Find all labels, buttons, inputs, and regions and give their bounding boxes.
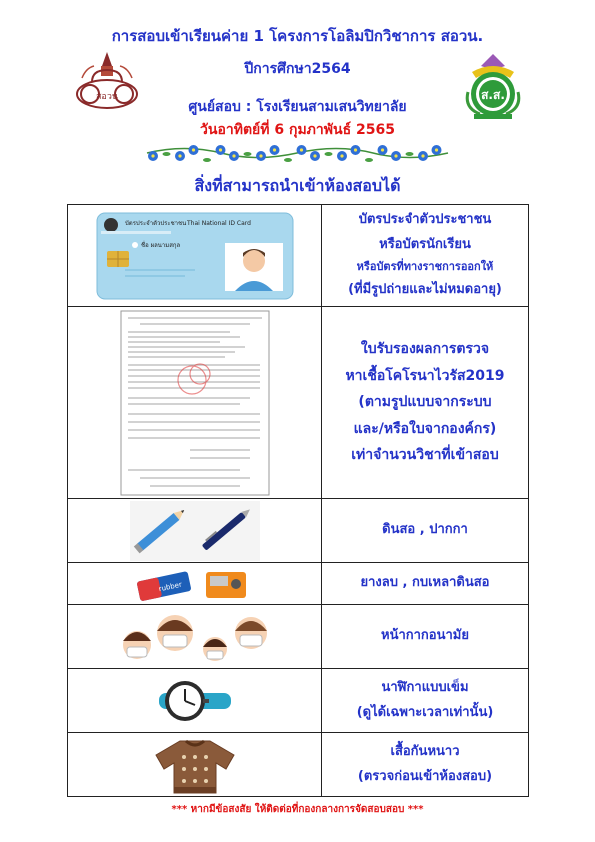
sweater-text (322, 733, 529, 797)
allowed-items-table (67, 204, 529, 797)
footer-note: *** หากมีข้อสงสัย ให้ติดต่อที่กองกลางการจัดสอบสอบ *** (171, 804, 424, 815)
analog-watch-text (322, 669, 529, 733)
table-row (68, 605, 529, 669)
item-text: (ตามรูปแบบจากระบบ (358, 394, 492, 411)
svg-text:ชื่อ ผลนามสกุล: ชื่อ ผลนามสกุล (140, 241, 180, 249)
item-text: (ที่มีรูปถ่ายและไม่หมดอายุ) (348, 282, 502, 298)
svg-text:ส.ส.: ส.ส. (481, 88, 505, 102)
table-row (68, 499, 529, 563)
exam-date: วันอาทิตย์ที่ 6 กุมภาพันธ์ 2565 (200, 122, 395, 138)
table-row (68, 205, 529, 307)
eraser-sharpener-text (322, 563, 529, 605)
item-text: หรือบัตรที่ทางราชการออกให้ (356, 260, 494, 274)
item-text: หน้ากากอนามัย (381, 628, 469, 644)
item-text: (ตรวจก่อนเข้าห้องสอบ) (357, 768, 493, 784)
item-text: ยางลบ , กบเหลาดินสอ (360, 575, 490, 591)
svg-text:Thai National ID Card: Thai National ID Card (186, 219, 251, 227)
face-masks-text (322, 605, 529, 669)
eraser-sharpener-image (68, 563, 322, 605)
item-text: เสื้อกันหนาว (390, 743, 460, 759)
academic-year: ปีการศึกษา2564 (244, 61, 351, 77)
pencil-pen-image (68, 499, 322, 563)
id-card-image (68, 205, 322, 307)
covid-certificate-text (322, 307, 529, 499)
table-row (68, 669, 529, 733)
sweater-image (68, 733, 322, 797)
header-title: การสอบเข้าเรียนค่าย 1 โครงการโอลิมปิกวิชาการ สอวน. (111, 27, 484, 45)
item-text: บัตรประจำตัวประชาชน (358, 212, 492, 228)
svg-text:สอวน: สอวน (95, 92, 119, 102)
pencil-pen-text (322, 499, 529, 563)
table-row (68, 307, 529, 499)
id-card-text (322, 205, 529, 307)
table-row (68, 733, 529, 797)
svg-text:บัตรประจำตัวประชาชน: บัตรประจำตัวประชาชน (124, 219, 186, 227)
flower-garland-decoration (145, 140, 450, 166)
item-text: ใบรับรองผลการตรวจ (360, 341, 490, 358)
item-text: เท่าจำนวนวิชาที่เข้าสอบ (351, 447, 499, 464)
posn-logo (72, 48, 142, 118)
item-text: หรือบัตรนักเรียน (379, 236, 471, 252)
item-text: และ/หรือใบจากองค์กร) (353, 420, 497, 437)
svg-text:rubber: rubber (157, 580, 183, 593)
item-text: ดินสอ , ปากกา (382, 522, 468, 538)
table-row (68, 563, 529, 605)
covid-certificate-image (68, 307, 322, 499)
analog-watch-image (68, 669, 322, 733)
item-text: หาเชื้อโคโรนาไวรัส2019 (345, 367, 505, 384)
school-logo (460, 52, 526, 120)
face-masks-image (68, 605, 322, 669)
section-title: สิ่งที่สามารถนำเข้าห้องสอบได้ (194, 176, 401, 195)
exam-center: ศูนย์สอบ : โรงเรียนสามเสนวิทยาลัย (188, 99, 407, 115)
item-text: (ดูได้เฉพาะเวลาเท่านั้น) (356, 704, 494, 720)
item-text: นาฬิกาแบบเข็ม (381, 679, 469, 695)
